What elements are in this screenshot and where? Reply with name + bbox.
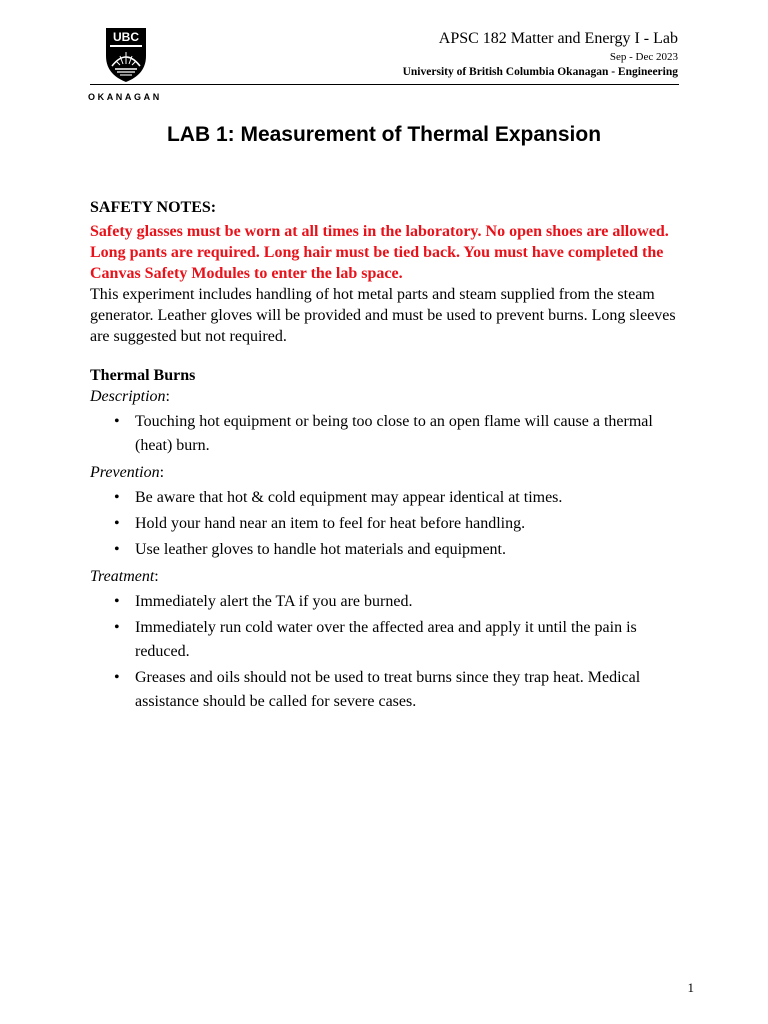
treatment-list (90, 590, 690, 714)
bullet-icon: • (114, 489, 120, 506)
safety-heading: SAFETY NOTES: (90, 199, 217, 216)
list-item: • Be aware that hot & cold equipment may appear identical at times. (90, 486, 690, 510)
list-item: • Immediately alert the TA if you are burned. (90, 590, 690, 614)
campus-label: OKANAGAN (88, 92, 162, 102)
header-divider (90, 84, 679, 85)
bullet-icon: • (114, 593, 120, 610)
safety-warning: Safety glasses must be worn at all times in the laboratory. No open shoes are allowed. Long pants are required. Long hair must be tied back. You must have completed the Canvas Safety Modules to enter the lab space. (90, 223, 669, 282)
page-title: LAB 1: Measurement of Thermal Expansion (166, 123, 602, 146)
course-title: APSC 182 Matter and Energy I - Lab (438, 30, 678, 47)
list-item: • Greases and oils should not be used to treat burns since they trap heat. Medical assistance should be called for severe cases. (90, 666, 690, 714)
bullet-icon: • (114, 515, 120, 532)
page-number: 1 (687, 980, 694, 995)
list-item: • Hold your hand near an item to feel for heat before handling. (90, 512, 690, 536)
description-label: Description: (90, 388, 170, 405)
document-body (90, 197, 690, 718)
prevention-label: Prevention: (90, 464, 165, 481)
description-list (90, 410, 690, 458)
safety-paragraph: This experiment includes handling of hot metal parts and steam supplied from the steam generator. Leather gloves will be provided and must be used to prevent burns. Long sleeves are suggested but not required. (90, 286, 676, 345)
bullet-icon: • (114, 619, 120, 636)
list-item: • Use leather gloves to handle hot materials and equipment. (90, 538, 690, 562)
ubc-logo-text: UBC (113, 30, 139, 44)
bullet-icon: • (114, 413, 120, 430)
bullet-icon: • (114, 541, 120, 558)
term-dates: Sep - Dec 2023 (609, 51, 678, 63)
treatment-label: Treatment: (90, 568, 159, 585)
university-name: University of British Columbia Okanagan - Engineering (402, 66, 678, 78)
bullet-icon: • (114, 669, 120, 686)
list-item: • Immediately run cold water over the affected area and apply it until the pain is reduced. (90, 616, 690, 664)
prevention-list (90, 486, 690, 562)
thermal-burns-heading: Thermal Burns (90, 367, 196, 384)
list-item: • Touching hot equipment or being too close to an open flame will cause a thermal (heat) burn. (90, 410, 690, 458)
ubc-logo (104, 26, 148, 84)
